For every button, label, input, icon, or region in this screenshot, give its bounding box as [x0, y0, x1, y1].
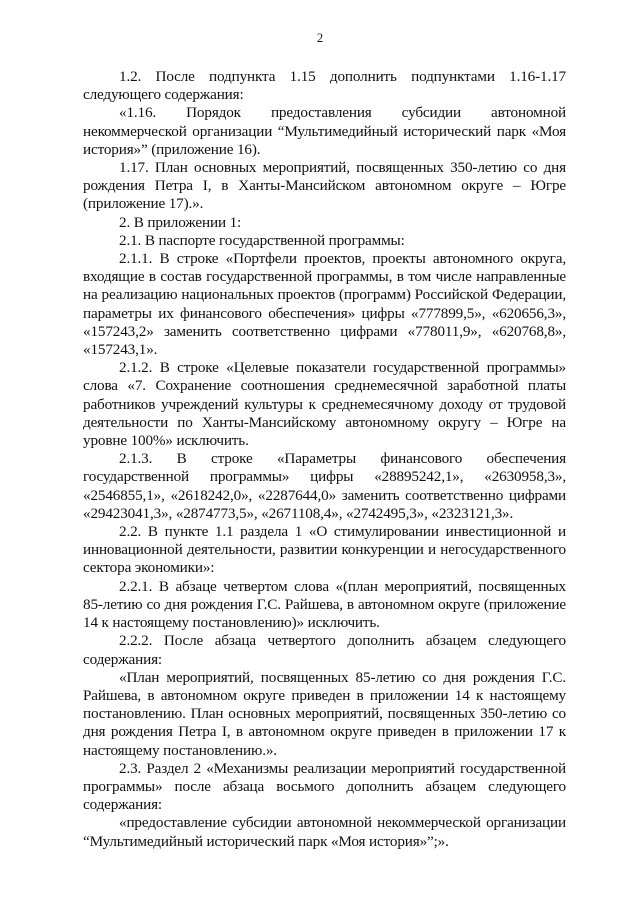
paragraph-1-16: «1.16. Порядок предоставления субсидии автономной некоммерческой организации “Мультимедийный исторический парк «Моя история»” (приложение 16). — [83, 104, 566, 158]
paragraph-2-3: 2.3. Раздел 2 «Механизмы реализации мероприятий государственной программы» после абзаца восьмого дополнить абзацем следующего содержания: — [83, 759, 566, 814]
document-body — [83, 68, 566, 851]
page-number: 2 — [316, 31, 324, 45]
paragraph-2: 2. В приложении 1: — [119, 213, 242, 231]
paragraph-2-2-1: 2.2.1. В абзаце четвертом слова «(план мероприятий, посвященных 85-летию со дня рождения Г.С. Райшева, в автономном округе (приложение 14 к настоящему постановлению)» исключить. — [83, 577, 566, 632]
paragraph-inserted-plan: «План мероприятий, посвященных 85-летию со дня рождения Г.С. Райшева, в автономном округе приведен в приложении 14 к настоящему постановлению. План основных мероприятий, посвященных 350-летию со дня рождения Петра I, в автономном округе приведен в приложении 17 к настоящему постановлению.». — [83, 668, 566, 759]
paragraph-2-1-2: 2.1.2. В строке «Целевые показатели государственной программы» слова «7. Сохранение соотношения среднемесячной заработной платы работников учреждений культуры к среднемесячному доходу от трудовой деятельности по Ханты-Мансийскому автономному округу – Югре на уровне 100%» исключить. — [83, 359, 566, 450]
paragraph-2-1-1: 2.1.1. В строке «Портфели проектов, проекты автономного округа, входящие в состав государственной программы, в том числе направленные на реализацию национальных проектов (программ) Российской Федерации, параметры их финансового обеспечения» цифры «777899,5», «620656,3», «157243,2» заменить соответственно цифрами «778011,9», «620768,8», «157243,1». — [83, 250, 566, 359]
paragraph-2-1: 2.1. В паспорте государственной программы: — [119, 231, 405, 249]
paragraph-inserted-subsidy: «предоставление субсидии автономной некоммерческой организации “Мультимедийный исторический парк «Моя история»”;». — [83, 814, 566, 850]
paragraph-2-2-2: 2.2.2. После абзаца четвертого дополнить абзацем следующего содержания: — [83, 632, 566, 668]
paragraph-2-1-3: 2.1.3. В строке «Параметры финансового обеспечения государственной программы» цифры «28895242,1», «2630958,3», «2546855,1», «2618242,0», «2287644,0» заменить соответственно цифрами «29423041,3», «2874773,5», «2671108,4», «2742495,3», «2323121,3». — [83, 450, 566, 522]
paragraph-1-2: 1.2. После подпункта 1.15 дополнить подпунктами 1.16-1.17 следующего содержания: — [83, 68, 566, 104]
paragraph-1-17: 1.17. План основных мероприятий, посвященных 350-летию со дня рождения Петра I, в Ханты-Мансийском автономном округе – Югре (приложение 17).». — [83, 159, 566, 213]
paragraph-2-2: 2.2. В пункте 1.1 раздела 1 «О стимулировании инвестиционной и инновационной деятельности, развитии конкуренции и негосударственного сектора экономики»: — [83, 523, 566, 577]
